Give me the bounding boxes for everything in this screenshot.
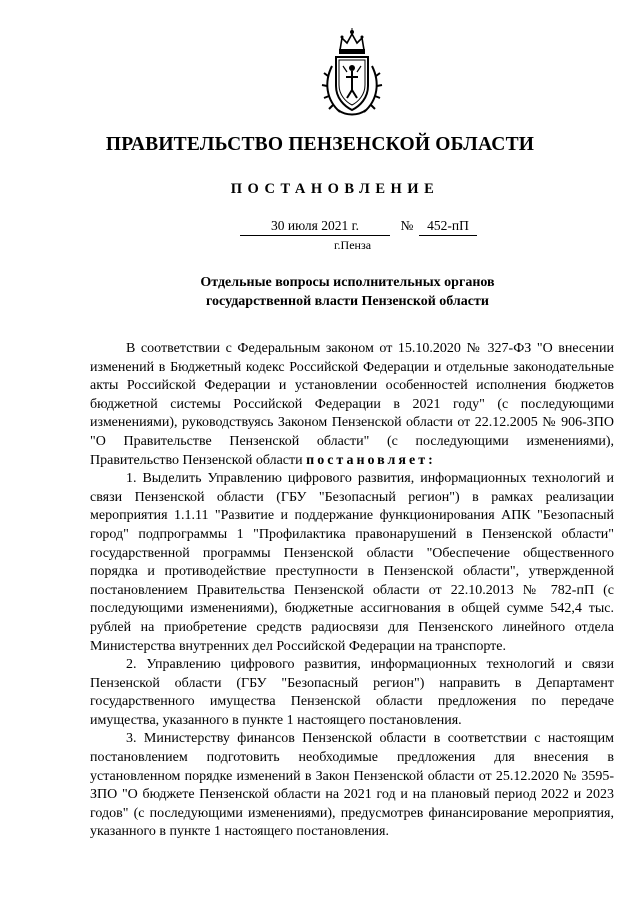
subject-line-2: государственной власти Пензенской области bbox=[206, 294, 489, 309]
resolves-word: постановляет: bbox=[306, 452, 436, 468]
document-type: ПОСТАНОВЛЕНИЕ bbox=[230, 181, 440, 197]
preamble-text: В соответствии с Федеральным законом от 15.10.2020 № 327-ФЗ "О внесении изменений в Бюджетный кодекс Российской Федерации и отдельные законодательные акты Российской Федерации и установлении особенностей исполнения бюджетов бюджетной системы Российской Федерации в 2021 году" (с последующими изменениями), руководствуясь Законом Пензенской области от 22.12.2005 № 906-ЗПО "О Правительстве Пензенской области" (с последующими изменениями), Правительство Пензенской области bbox=[90, 341, 614, 468]
penza-region-coat-of-arms-icon bbox=[318, 26, 386, 118]
subject-line-1: Отдельные вопросы исполнительных органов bbox=[200, 275, 495, 290]
document-body bbox=[90, 340, 614, 842]
document-subject bbox=[0, 273, 640, 311]
government-title: ПРАВИТЕЛЬСТВО ПЕНЗЕНСКОЙ ОБЛАСТИ bbox=[105, 134, 535, 155]
item-2-paragraph: 2. Управлению цифрового развития, информационных технологий и связи Пензенской области (ГБУ "Безопасный регион") направить в Департамент государственного имущества Пензенской области предложения по передаче имущества, указанного в пункте 1 настоящего постановления. bbox=[90, 657, 614, 728]
preamble-paragraph bbox=[90, 340, 614, 470]
item-3-paragraph: 3. Министерству финансов Пензенской области в соответствии с настоящим постановлением подготовить необходимые предложения для внесения в установленном порядке изменений в Закон Пензенской области от 25.12.2020 № 3595-ЗПО "О бюджете Пензенской области на 2021 год и на плановый период 2022 и 2023 годов" (с последующими изменениями), предусмотрев финансирование мероприятия, указанного в пункте 1 настоящего постановления. bbox=[90, 731, 614, 840]
document-number: 452-пП bbox=[419, 218, 477, 236]
document-date: 30 июля 2021 г. bbox=[240, 218, 390, 236]
item-1-paragraph: 1. Выделить Управлению цифрового развития, информационных технологий и связи Пензенской области (ГБУ "Безопасный регион") в рамках реализации мероприятия 1.1.11 "Развитие и поддержание функционирования АПК "Безопасный город" подпрограммы 1 "Профилактика правонарушений в Пензенской области" государственной программы Пензенской области "Обеспечение общественного порядка и противодействие преступности в Пензенской области", утвержденной постановлением Правительства Пензенской области от 22.10.2013 № 782-пП (с последующими изменениями), бюджетные ассигнования в общей сумме 542,4 тыс. рублей на приобретение средств радиосвязи для Пензенского линейного отдела Министерства внутренних дел Российской Федерации на транспорте. bbox=[90, 471, 614, 654]
number-sign: № bbox=[400, 218, 414, 233]
document-city: г.Пенза bbox=[333, 238, 372, 252]
